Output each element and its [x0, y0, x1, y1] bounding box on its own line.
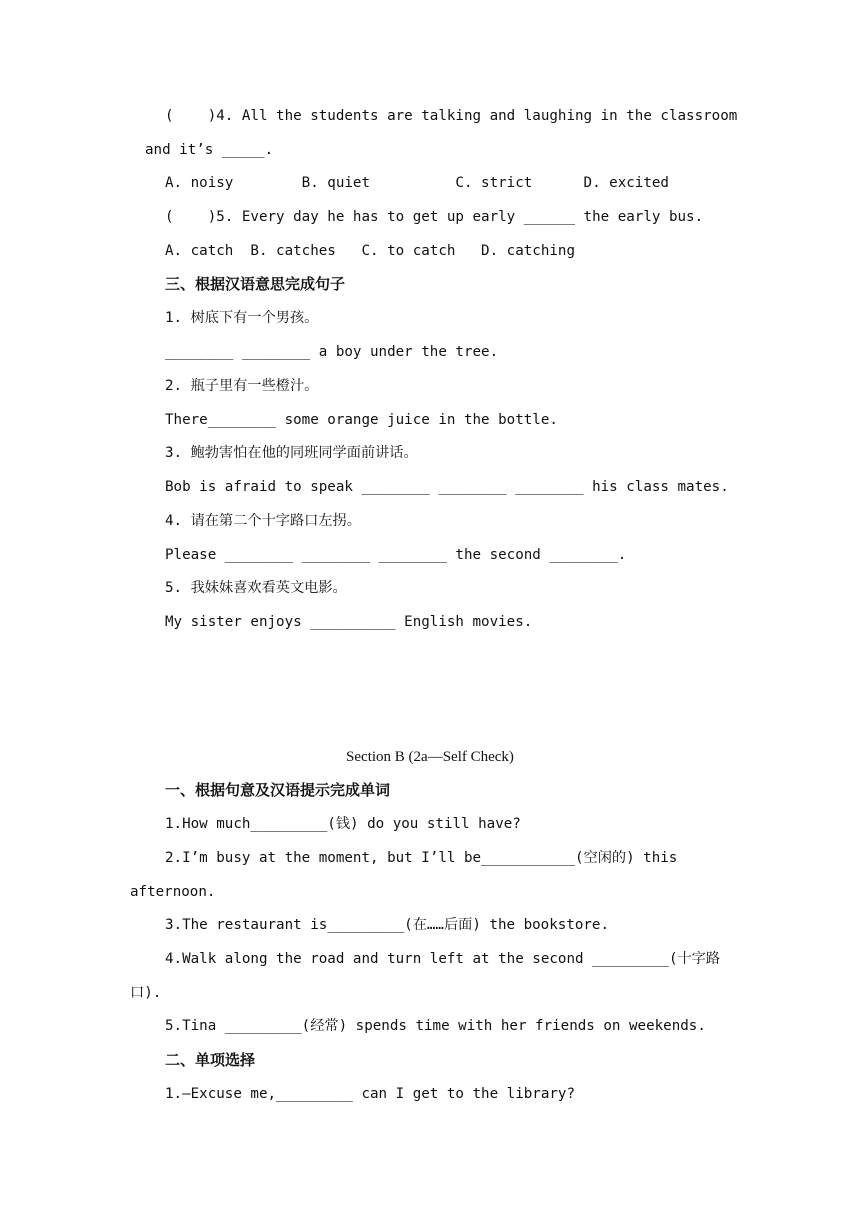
section-b-part-one-heading: 一、根据句意及汉语提示完成单词 [165, 781, 391, 799]
sentence-5-english: My sister enjoys __________ English movies. [165, 614, 533, 630]
word-question-4-line-1: 4.Walk along the road and turn left at the second _________(十字路 [165, 951, 721, 967]
word-question-5: 5.Tina _________(经常) spends time with her friends on weekends. [165, 1018, 706, 1034]
question-5-options: A. catch B. catches C. to catch D. catching [165, 243, 575, 259]
choice-question-1: 1.—Excuse me,_________ can I get to the library? [165, 1086, 575, 1102]
question-5-line: ( )5. Every day he has to get up early ______ the early bus. [165, 209, 704, 225]
section-b-title: Section B (2a—Self Check) [346, 749, 514, 765]
section-b-part-two-heading: 二、单项选择 [165, 1051, 256, 1069]
question-4-options: A. noisy B. quiet C. strict D. excited [165, 175, 669, 191]
sentence-1-english: ________ ________ a boy under the tree. [165, 344, 499, 360]
word-question-3: 3.The restaurant is_________(在……后面) the bookstore. [165, 917, 610, 933]
sentence-1-chinese: 1. 树底下有一个男孩。 [165, 310, 319, 326]
sentence-4-english: Please ________ ________ ________ the second ________. [165, 547, 627, 563]
sentence-3-chinese: 3. 鲍勃害怕在他的同班同学面前讲话。 [165, 445, 418, 461]
sentence-3-english: Bob is afraid to speak ________ ________ ________ his class mates. [165, 479, 729, 495]
word-question-2-line-2: afternoon. [130, 884, 216, 900]
sentence-2-english: There________ some orange juice in the bottle. [165, 412, 558, 428]
question-4-line-1: ( )4. All the students are talking and laughing in the classroom [165, 108, 738, 124]
sentence-5-chinese: 5. 我妹妹喜欢看英文电影。 [165, 580, 347, 596]
word-question-4-line-2: 口). [130, 985, 162, 1001]
word-question-1: 1.How much_________(钱) do you still have? [165, 816, 521, 832]
sentence-4-chinese: 4. 请在第二个十字路口左拐。 [165, 513, 361, 529]
part-three-heading: 三、根据汉语意思完成句子 [165, 275, 346, 293]
question-4-line-2: and it’s _____. [145, 142, 274, 158]
word-question-2-line-1: 2.I’m busy at the moment, but I’ll be___________(空闲的) this [165, 850, 678, 866]
sentence-2-chinese: 2. 瓶子里有一些橙汁。 [165, 378, 319, 394]
